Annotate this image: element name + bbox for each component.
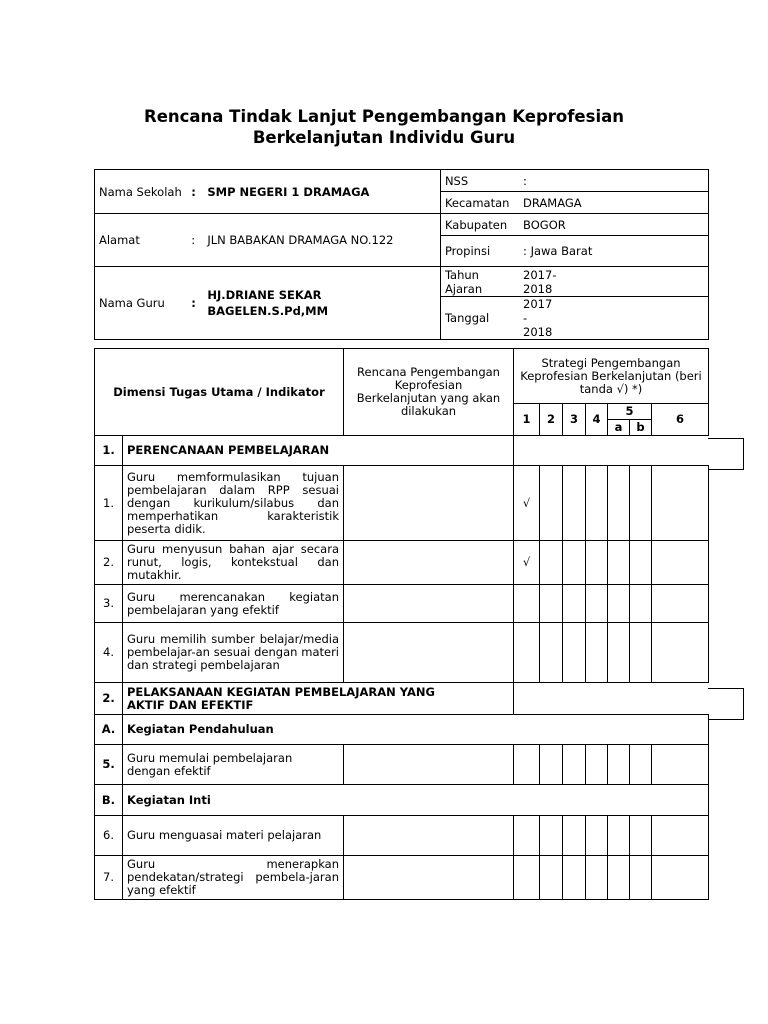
section-row-2 [95,683,709,715]
kecamatan-value: DRAMAGA [519,192,708,214]
tahun-ajaran-label: Tahun Ajaran [440,267,519,297]
title-line-2: Berkelanjutan Individu Guru [252,128,516,147]
alamat-value: JLN BABAKAN DRAMAGA NO.122 [203,214,440,267]
header-rencana [344,349,514,436]
subsection-title: Kegiatan Inti [123,785,709,816]
row-number: 1. [95,466,123,541]
row-plan-cell[interactable] [344,585,514,623]
header-col-1: 1 [514,404,540,436]
row-plan-cell[interactable] [344,816,514,856]
page-title [0,106,768,148]
kabupaten-value: BOGOR [519,214,708,236]
row-indicator: Guru merencanakan kegiatan pembelajaran yang efektif [123,585,344,623]
section-row-extension [708,438,744,470]
section-row-extension [708,688,744,720]
row-plan-cell[interactable] [344,623,514,683]
section-number: 2. [95,683,123,715]
tahun-ajaran-value: 2017-2018 [519,267,708,297]
row-plan-cell[interactable] [344,541,514,585]
header-col-5b: b [630,420,652,436]
header-dimensi: Dimensi Tugas Utama / Indikator [95,349,344,436]
row-indicator: Guru memformulasikan tujuan pembelajaran dalam RPP sesuai dengan kurikulum/silabus dan memperhatikan karakteristik peserta didik. [123,466,344,541]
header-col-5a: a [608,420,630,436]
colon: : [187,214,203,267]
header-col-3: 3 [563,404,586,436]
row-plan-cell[interactable] [344,745,514,785]
row-number: 7. [95,856,123,900]
propinsi-value: : Jawa Barat [519,236,708,267]
section-title: PELAKSANAAN KEGIATAN PEMBELAJARAN YANG AKTIF DAN EFEKTIF [123,683,514,715]
table-row [95,745,709,785]
table-row [95,585,709,623]
row-plan-cell[interactable] [344,856,514,900]
subsection-title: Kegiatan Pendahuluan [123,715,709,745]
row-number: 5. [95,745,123,785]
header-col-6: 6 [652,404,709,436]
row-indicator: Guru menguasai materi pelajaran [123,816,344,856]
alamat-label: Alamat [95,214,188,267]
header-col-2: 2 [540,404,563,436]
table-row [95,623,709,683]
tanggal-value: 2017 - 2018 [523,297,553,339]
nama-guru-label: Nama Guru [99,296,165,310]
row-number: 6. [95,816,123,856]
kecamatan-label: Kecamatan [440,192,519,214]
subsection-letter: B. [95,785,123,816]
check-mark[interactable]: √ [514,466,540,541]
row-indicator: Guru memulai pembelajaran dengan efektif [123,745,344,785]
table-row [95,541,709,585]
school-info-table [94,169,709,340]
subsection-letter: A. [95,715,123,745]
colon: : [191,296,196,310]
kabupaten-label: Kabupaten [440,214,519,236]
header-rencana-text: Rencana Pengembangan Keprofesian Berkelanjutan yang akan dilakukan [356,365,501,418]
table-row [95,466,709,541]
check-mark[interactable]: √ [514,541,540,585]
propinsi-label: Propinsi [440,236,519,267]
indicator-table [94,348,709,900]
row-indicator: Guru memilih sumber belajar/media pembelajar-an sesuai dengan materi dan strategi pembelajaran [123,623,344,683]
subsection-row-a [95,715,709,745]
nss-value: : [519,170,708,192]
table-row [95,816,709,856]
title-line-1: Rencana Tindak Lanjut Pengembangan Keprofesian [144,107,624,126]
row-indicator: Guru menyusun bahan ajar secara runut, logis, kontekstual dan mutakhir. [123,541,344,585]
row-number: 3. [95,585,123,623]
row-indicator: Guru menerapkan pendekatan/strategi pembela-jaran yang efektif [123,856,344,900]
table-row [95,856,709,900]
subsection-row-b [95,785,709,816]
nama-guru-value: HJ.DRIANE SEKAR BAGELEN.S.Pd,MM [203,267,440,340]
header-col-5: 5 [608,404,652,420]
nss-label: NSS [440,170,519,192]
header-strategi: Strategi Pengembangan Keprofesian Berkelanjutan (beri tanda √) *) [514,349,709,404]
section-title: PERENCANAAN PEMBELAJARAN [123,436,514,466]
section-row-1 [95,436,709,466]
section-number: 1. [95,436,123,466]
nama-sekolah-value: SMP NEGERI 1 DRAMAGA [203,170,440,214]
tanggal-label: Tanggal [444,311,490,325]
nama-sekolah-label: Nama Sekolah [95,170,188,214]
header-col-4: 4 [586,404,608,436]
row-number: 4. [95,623,123,683]
row-number: 2. [95,541,123,585]
colon: : [187,170,203,214]
row-plan-cell[interactable] [344,466,514,541]
